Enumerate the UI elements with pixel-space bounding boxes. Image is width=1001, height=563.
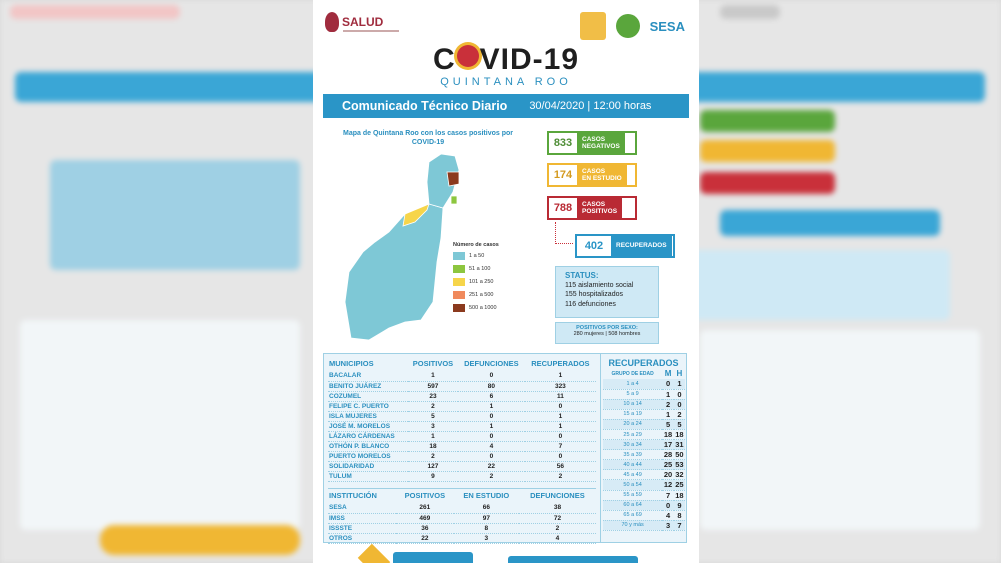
row-value: 50	[675, 450, 684, 460]
banner-datetime: 30/04/2020 | 12:00 horas	[529, 100, 652, 112]
footer-decoration	[393, 552, 473, 563]
row-value: 23	[408, 391, 458, 401]
row-label: BENITO JUÁREZ	[328, 381, 408, 391]
row-label: OTHÓN P. BLANCO	[328, 441, 408, 451]
connector-line	[555, 222, 573, 244]
row-value: 0	[662, 379, 674, 389]
row-value: 5	[662, 419, 674, 429]
row-value: 18	[675, 430, 684, 440]
row-label: JOSÉ M. MORELOS	[328, 421, 408, 431]
instituciones-table: INSTITUCIÓN POSITIVOS EN ESTUDIO DEFUNCIONES SESA 261 66 38 IMSS 469 97 72 ISSSTE 36 8 2 OTROS 22 3 4	[328, 488, 596, 544]
recuperados-card: 402 RECUPERADOS	[575, 234, 675, 258]
footer-decoration	[508, 556, 638, 563]
municipio-row	[328, 461, 596, 471]
row-label: TULUM	[328, 471, 408, 481]
row-label: 5 a 9	[603, 389, 662, 399]
municipio-row	[328, 371, 596, 381]
row-value: 4	[458, 441, 525, 451]
institucion-row	[328, 533, 596, 543]
row-value: 36	[396, 523, 454, 533]
row-value: 3	[662, 520, 674, 530]
row-label: BACALAR	[328, 371, 408, 381]
row-value: 261	[396, 503, 454, 513]
row-label: IMSS	[328, 513, 396, 523]
row-value: 56	[525, 461, 596, 471]
row-value: 0	[525, 431, 596, 441]
row-value: 8	[454, 523, 519, 533]
row-value: 12	[663, 480, 673, 490]
row-value: 66	[454, 503, 519, 513]
row-label: 40 a 44	[603, 460, 662, 470]
edad-row	[603, 399, 685, 409]
legend-item: 500 a 1000	[453, 304, 499, 312]
quintana-roo-map	[345, 152, 465, 340]
recuperados-edad-table: GRUPO DE EDAD M H 1 a 4 0 1 5 a 9 1 0 10 a 14 2 0 15 a 19 1 2 20 a 24 5 5 25 a 29 18 18 30 a 34 17 31 35 a 39 28 50 40 a 44 25 53 45 a 49 20 32 50 a 54 12 25 55 a 59 7 18 60 a 64 0 9 65 a 69 4 8 70 y más 3 7	[603, 368, 685, 531]
row-value: 4	[662, 510, 674, 520]
row-value: 22	[396, 533, 454, 543]
row-label: LÁZARO CÁRDENAS	[328, 431, 408, 441]
row-label: SOLIDARIDAD	[328, 461, 408, 471]
edad-row	[603, 450, 685, 460]
row-label: 25 a 29	[603, 429, 662, 439]
row-value: 0	[662, 500, 674, 510]
row-value: 7	[662, 490, 674, 500]
row-label: OTROS	[328, 533, 396, 543]
footer-decoration	[358, 544, 391, 563]
row-value: 5	[408, 411, 458, 421]
row-value: 2	[408, 401, 458, 411]
row-value: 25	[663, 460, 673, 470]
map-region-south	[345, 204, 443, 340]
page-subtitle: QUINTANA ROO	[440, 76, 572, 88]
row-value: 2	[525, 471, 596, 481]
row-value: 127	[408, 461, 458, 471]
legend-item: 1 a 50	[453, 252, 499, 260]
row-value: 4	[519, 533, 596, 543]
estudio-card: 174 CASOS EN ESTUDIO	[547, 163, 637, 187]
municipio-row	[328, 411, 596, 421]
sesa-logo: SESA	[649, 18, 685, 34]
municipio-row	[328, 431, 596, 441]
row-value: 18	[675, 490, 684, 500]
row-value: 1	[525, 411, 596, 421]
edad-row	[603, 409, 685, 419]
row-value: 38	[519, 503, 596, 513]
institucion-row	[328, 513, 596, 523]
legend-item: 51 a 100	[453, 265, 499, 273]
row-label: 35 a 39	[603, 450, 662, 460]
municipio-row	[328, 421, 596, 431]
row-label: SESA	[328, 503, 396, 513]
row-value: 1	[674, 379, 685, 389]
row-value: 2	[519, 523, 596, 533]
row-value: 8	[674, 510, 685, 520]
row-value: 22	[458, 461, 525, 471]
data-tables	[323, 353, 687, 543]
row-value: 25	[675, 480, 684, 490]
row-value: 0	[458, 371, 525, 381]
row-label: 70 y más	[603, 520, 662, 530]
municipios-table: MUNICIPIOS POSITIVOS DEFUNCIONES RECUPERADOS BACALAR 1 0 1 BENITO JUÁREZ 597 80 323 COZUMEL 23 6 11 FELIPE C. PUERTO 2 1 0 ISLA MUJERES 5 0 1 JOSÉ M. MORELOS 3 1 1 LÁZARO CÁRDENAS 1 0 0 OTHÓN P. BLANCO 18 4 7 PUERTO MORELOS 2 0 0 SOLIDARIDAD 127 22 56 TULUM 9 2 2	[328, 357, 596, 482]
row-value: 6	[458, 391, 525, 401]
institucion-row	[328, 523, 596, 533]
status-box: STATUS: 115 aislamiento social 155 hospitalizados 116 defunciones	[555, 266, 659, 318]
row-value: 1	[662, 409, 674, 419]
map-region-cozumel	[451, 196, 457, 204]
row-value: 3	[408, 421, 458, 431]
edad-row	[603, 490, 685, 500]
map-region-cancun	[447, 172, 459, 186]
row-value: 72	[519, 513, 596, 523]
row-value: 469	[396, 513, 454, 523]
row-value: 597	[408, 381, 458, 391]
recuperados-edad-panel: RECUPERADOS GRUPO DE EDAD M H 1 a 4 0 1 5 a 9 1 0 10 a 14 2 0 15 a 19 1 2 20 a 24 5 5 25 a 29 18 18 30 a 34 17 31 35 a 39 28 50 40 a 44 25 53 45 a 49 20 32 50 a 54 12 25 55 a 59 7 18 60 a 64 0 9 65 a 69 4 8 70 y más 3 7	[600, 354, 686, 542]
edad-row	[603, 510, 685, 520]
salud-logo-text: SALUD	[342, 15, 384, 29]
row-value: 20	[663, 470, 673, 480]
row-label: ISSSTE	[328, 523, 396, 533]
row-label: 1 a 4	[603, 379, 662, 389]
row-label: 20 a 24	[603, 419, 662, 429]
edad-row	[603, 419, 685, 429]
municipio-row	[328, 391, 596, 401]
row-value: 9	[408, 471, 458, 481]
row-value: 1	[458, 401, 525, 411]
row-value: 1	[662, 389, 674, 399]
quintana-roo-logo	[580, 12, 606, 40]
row-label: 45 a 49	[603, 470, 662, 480]
row-value: 28	[663, 450, 673, 460]
row-label: FELIPE C. PUERTO	[328, 401, 408, 411]
row-value: 2	[674, 409, 685, 419]
row-value: 0	[674, 389, 685, 399]
row-value: 3	[454, 533, 519, 543]
row-label: COZUMEL	[328, 391, 408, 401]
row-value: 1	[525, 421, 596, 431]
map-legend: Número de casos 1 a 50 51 a 100 101 a 250 251 a 500 500 a 1000	[453, 242, 499, 311]
daily-banner	[323, 94, 689, 118]
row-value: 9	[674, 500, 685, 510]
edad-row	[603, 389, 685, 399]
row-label: 15 a 19	[603, 409, 662, 419]
row-value: 7	[525, 441, 596, 451]
row-label: ISLA MUJERES	[328, 411, 408, 421]
row-value: 0	[525, 451, 596, 461]
positivos-card: 788 CASOS POSITIVOS	[547, 196, 637, 220]
edad-row	[603, 460, 685, 470]
edad-row	[603, 429, 685, 439]
row-value: 80	[458, 381, 525, 391]
salud-logo	[325, 12, 383, 32]
row-label: 10 a 14	[603, 399, 662, 409]
edad-row	[603, 480, 685, 490]
eagle-icon	[325, 12, 339, 32]
row-value: 18	[408, 441, 458, 451]
edad-row	[603, 520, 685, 530]
row-label: 55 a 59	[603, 490, 662, 500]
edad-row	[603, 440, 685, 450]
state-seal-logo	[616, 14, 640, 38]
row-value: 32	[675, 470, 684, 480]
legend-item: 251 a 500	[453, 291, 499, 299]
row-value: 31	[675, 440, 684, 450]
row-value: 53	[675, 460, 684, 470]
row-value: 2	[408, 451, 458, 461]
municipio-row	[328, 441, 596, 451]
municipio-row	[328, 401, 596, 411]
negativos-card: 833 CASOS NEGATIVOS	[547, 131, 637, 155]
banner-label: Comunicado Técnico Diario	[342, 99, 508, 113]
row-value: 0	[525, 401, 596, 411]
row-label: PUERTO MORELOS	[328, 451, 408, 461]
row-value: 1	[458, 421, 525, 431]
edad-row	[603, 500, 685, 510]
row-label: 65 a 69	[603, 510, 662, 520]
page-title: C VID-19	[432, 43, 580, 76]
row-value: 0	[458, 411, 525, 421]
row-value: 97	[454, 513, 519, 523]
row-value: 0	[674, 399, 685, 409]
legend-item: 101 a 250	[453, 278, 499, 286]
row-value: 2	[662, 399, 674, 409]
row-value: 323	[525, 381, 596, 391]
row-label: 50 a 54	[603, 480, 662, 490]
row-label: 30 a 34	[603, 440, 662, 450]
municipio-row	[328, 381, 596, 391]
municipio-row	[328, 471, 596, 481]
row-value: 7	[674, 520, 685, 530]
row-value: 1	[408, 371, 458, 381]
row-value: 18	[663, 430, 673, 440]
row-value: 1	[525, 371, 596, 381]
row-value: 11	[525, 391, 596, 401]
covid-poster	[313, 0, 699, 563]
institucion-row	[328, 503, 596, 513]
partner-logos	[580, 12, 685, 40]
row-value: 1	[408, 431, 458, 441]
row-value: 0	[458, 431, 525, 441]
edad-row	[603, 379, 685, 389]
row-value: 2	[458, 471, 525, 481]
row-value: 17	[663, 440, 673, 450]
sex-box: POSITIVOS POR SEXO: 280 mujeres | 508 hombres	[555, 322, 659, 344]
edad-row	[603, 470, 685, 480]
map-title: Mapa de Quintana Roo con los casos positivos por COVID-19	[343, 130, 513, 146]
municipio-row	[328, 451, 596, 461]
virus-icon	[457, 45, 479, 67]
row-value: 0	[458, 451, 525, 461]
row-value: 5	[674, 419, 685, 429]
row-label: 60 a 64	[603, 500, 662, 510]
